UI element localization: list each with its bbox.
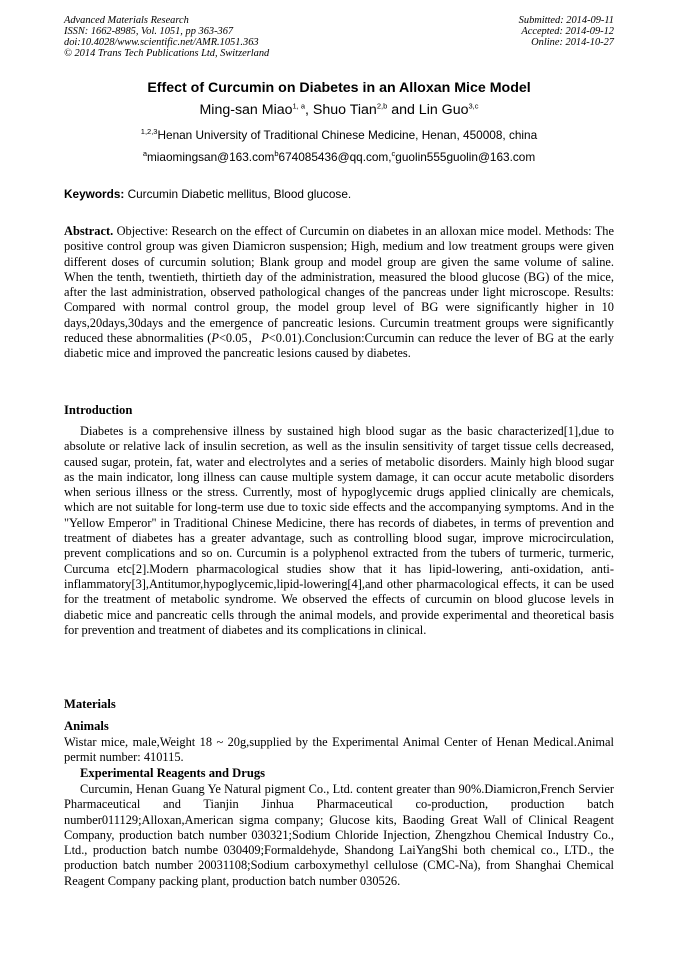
introduction-heading: Introduction [64,403,133,417]
email-b-sup: b [274,149,279,159]
doi-line: doi:10.4028/www.scientific.net/AMR.1051.363 [64,37,259,48]
animals-heading: Animals [64,719,109,733]
affiliation-text: Henan University of Traditional Chinese Medicine, Henan, 450008, china [157,128,538,142]
author-2: , Shuo Tian [305,102,377,118]
introduction-paragraph: Diabetes is a comprehensive illness by sustained high blood sugar as the basic characterized[1],due to absolute or relative lack of insulin secretion, as well as the insulin sensitivity of target tissue cells decreased, caused sugar, protein, fat, water and electrolytes and a series of metabolic disorders. Mainly high blood sugar as the main indicator, long illness can cause multiple system damage, it can occur acute metabolic disorders when serious illness or the stress. Currently, most of hypoglycemic drugs applied clinically are chemicals, which are not suitable for long-term use due to toxic side effects and the accompanying symptoms. And in the "Yellow Emperor" in Traditional Chinese Medicine, there has records of diabetes, in terms of prevention and treatment of diabetes has a greater advantage, such as controlling blood sugar, improve microcirculation, prevent complications and so on. Curcumin is a polyphenol extracted from the tubers of turmeric, turmeric, Curcuma etc[2].Modern pharmacological studies show that it has lipid-lowering, anti-oxidation, anti-inflammatory[3],Antitumor,hypoglycemic,lipid-lowering[4],and other pharmacological effects, it can be used for the treatment of metabolic syndrome. We observed the effects of curcumin on blood glucose levels in diabetic mice and pancreatic cells through the animal models, and provide experimental and theoretical basis for prevention and treatment of diabetes and its complications in clinical. [64,424,614,637]
copyright-line: © 2014 Trans Tech Publications Ltd, Switzerland [64,48,270,59]
abstract-text-3: <0.01).Conclusion:Curcumin can reduce the lever of BG at the early diabetic mice and improved the pancreatic lesions caused by diabetes. [64,331,614,361]
author-3: and Lin Guo [387,102,469,118]
abstract-label: Abstract. [64,224,114,238]
author-1-sup: 1, a [292,101,306,111]
abstract-p-symbol-2: P [261,331,269,346]
keywords-label: Keywords: [64,187,125,201]
accepted-date: Accepted: 2014-09-12 [521,26,614,37]
abstract-text-1: Objective: Research on the effect of Curcumin on diabetes in an alloxan mice model. Methods: The positive control group was given Diamicron suspension; High, medium and low treatment groups were given different doses of curcumin solution; Blank group and model group are given the same volume of saline. When the tenth, twentieth, thirtieth day of the administration, measured the blood glucose (BG) of the mice, after the last administration, observed pathological changes of the pancreas under light microscope. Results: Compared with normal control group, the model group level of BG were significantly higher in 10 days,20days,30days and the emergence of pancreatic lesions. Curcumin treatment groups were significantly reduced these abnormalities ( [64,224,614,346]
header-right [519,15,614,48]
introduction-block [64,424,614,638]
header-left [64,15,269,59]
email-a-sup: a [142,149,147,159]
keywords-line [64,187,351,201]
author-line [64,102,614,118]
reagents-heading: Experimental Reagents and Drugs [80,766,266,780]
animals-block [64,735,614,766]
online-date: Online: 2014-10-27 [531,37,614,48]
email-a: miaomingsan@163.com [146,150,275,164]
paper-title: Effect of Curcumin on Diabetes in an Alloxan Mice Model [147,80,531,96]
keywords-text: Curcumin Diabetic mellitus, Blood glucose. [124,187,352,201]
email-b: 674085436@qq.com, [278,150,392,164]
journal-name: Advanced Materials Research [64,15,189,26]
author-2-sup: 2,b [376,101,388,111]
reagents-block [64,782,614,889]
abstract-p-symbol-1: P [211,331,219,346]
author-1: Ming-san Miao [199,102,293,118]
affiliation-sup: 1,2,3 [140,127,158,137]
affiliation-line [64,128,614,142]
materials-heading: Materials [64,697,116,711]
abstract-paragraph [64,224,614,362]
email-line [64,150,614,164]
email-c-sup: c [391,149,396,159]
animals-paragraph: Wistar mice, male,Weight 18 ~ 20g,supplied by the Experimental Animal Center of Henan Medical.Animal permit number: 410115. [64,735,614,765]
reagents-paragraph: Curcumin, Henan Guang Ye Natural pigment Co., Ltd. content greater than 90%.Diamicron,French Servier Pharmaceutical and Tianjin Jinhua Pharmaceutical co-production, production batch number011129;Alloxan,American sigma company; Glucose kits, Baoding Great Wall of Clinical Reagent Company, production batch number 030321;Sodium Chloride Injection, Zhengzhou Chemical Industry Co., Ltd., production batch numbe 030409;Formaldehyde, Shandong LaiYangShi both chemical co., LTD., the production batch number 20031108;Sodium carboxymethyl cellulose (CMC-Na), from Shanghai Chemical Reagent Company packing plant, production batch number 030526. [64,782,614,888]
issn-line: ISSN: 1662-8985, Vol. 1051, pp 363-367 [64,26,234,37]
author-3-sup: 3,c [468,101,479,111]
abstract-block [64,224,614,362]
abstract-text-2: <0.05， [218,331,262,346]
submitted-date: Submitted: 2014-09-11 [518,15,614,26]
email-c: guolin555guolin@163.com [395,150,536,164]
